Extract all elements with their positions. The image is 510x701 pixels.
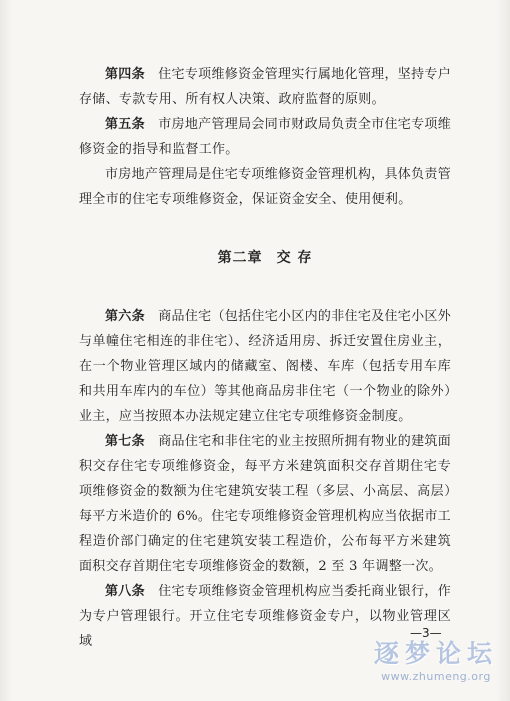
chapter-heading	[79, 248, 451, 268]
article-label: 第六条	[105, 309, 145, 324]
document-body	[79, 62, 451, 654]
watermark-chinese: 逐梦论坛	[373, 639, 498, 668]
chapter-title: 交 存	[276, 250, 313, 266]
article-text: 商品住宅（包括住宅小区内的非住宅及住宅小区外与单幢住宅相连的非住宅）、经济适用房、拆迁安置住房业主，在一个物业管理区域内的储藏室、阁楼、车库（包括专用车库和共用车库内的车位）等其他商品房非住宅（一个物业的除外）业主，应当按照本办法规定建立住宅专项维修资金制度。	[79, 309, 452, 424]
article-5	[79, 112, 451, 162]
article-7	[79, 429, 451, 579]
site-watermark	[370, 638, 502, 696]
article-label: 第四条	[105, 67, 145, 82]
article-4	[79, 62, 451, 112]
article-6	[79, 304, 451, 429]
article-5-continued	[79, 162, 451, 212]
article-label: 第七条	[105, 434, 145, 449]
paragraph-text: 市房地产管理局是住宅专项维修资金管理机构，具体负责管理全市的住宅专项维修资金，保证资金安全、使用便利。	[79, 167, 451, 207]
article-label: 第五条	[105, 117, 145, 132]
article-text: 住宅专项维修资金管理实行属地化管理，坚持专户存储、专款专用、所有权人决策、政府监督的原则。	[79, 67, 452, 107]
article-text: 住宅专项维修资金管理机构应当委托商业银行，作为专户管理银行。开立住宅专项维修资金专户，以物业管理区域	[79, 584, 452, 649]
chapter-number: 第二章	[217, 250, 263, 266]
article-label: 第八条	[105, 584, 145, 599]
article-text: 商品住宅和非住宅的业主按照所拥有物业的建筑面积交存住宅专项维修资金，每平方米建筑面积交存首期住宅专项维修资金的数额为住宅建筑安装工程（多层、小高层、高层）每平方米造价的 6%。住宅专项维修资金管理机构应当依据市工程造价部门确定的住宅建筑安装工程造价，公布每平方米建筑面积交存首期住宅专项维修资金的数额，2 至 3 年调整一次。	[79, 434, 452, 574]
page-number: —3—	[410, 626, 442, 640]
watermark-url: www.zhumeng.org	[381, 670, 491, 683]
article-text: 市房地产管理局会同市财政局负责全市住宅专项维修资金的指导和监督工作。	[79, 117, 452, 157]
